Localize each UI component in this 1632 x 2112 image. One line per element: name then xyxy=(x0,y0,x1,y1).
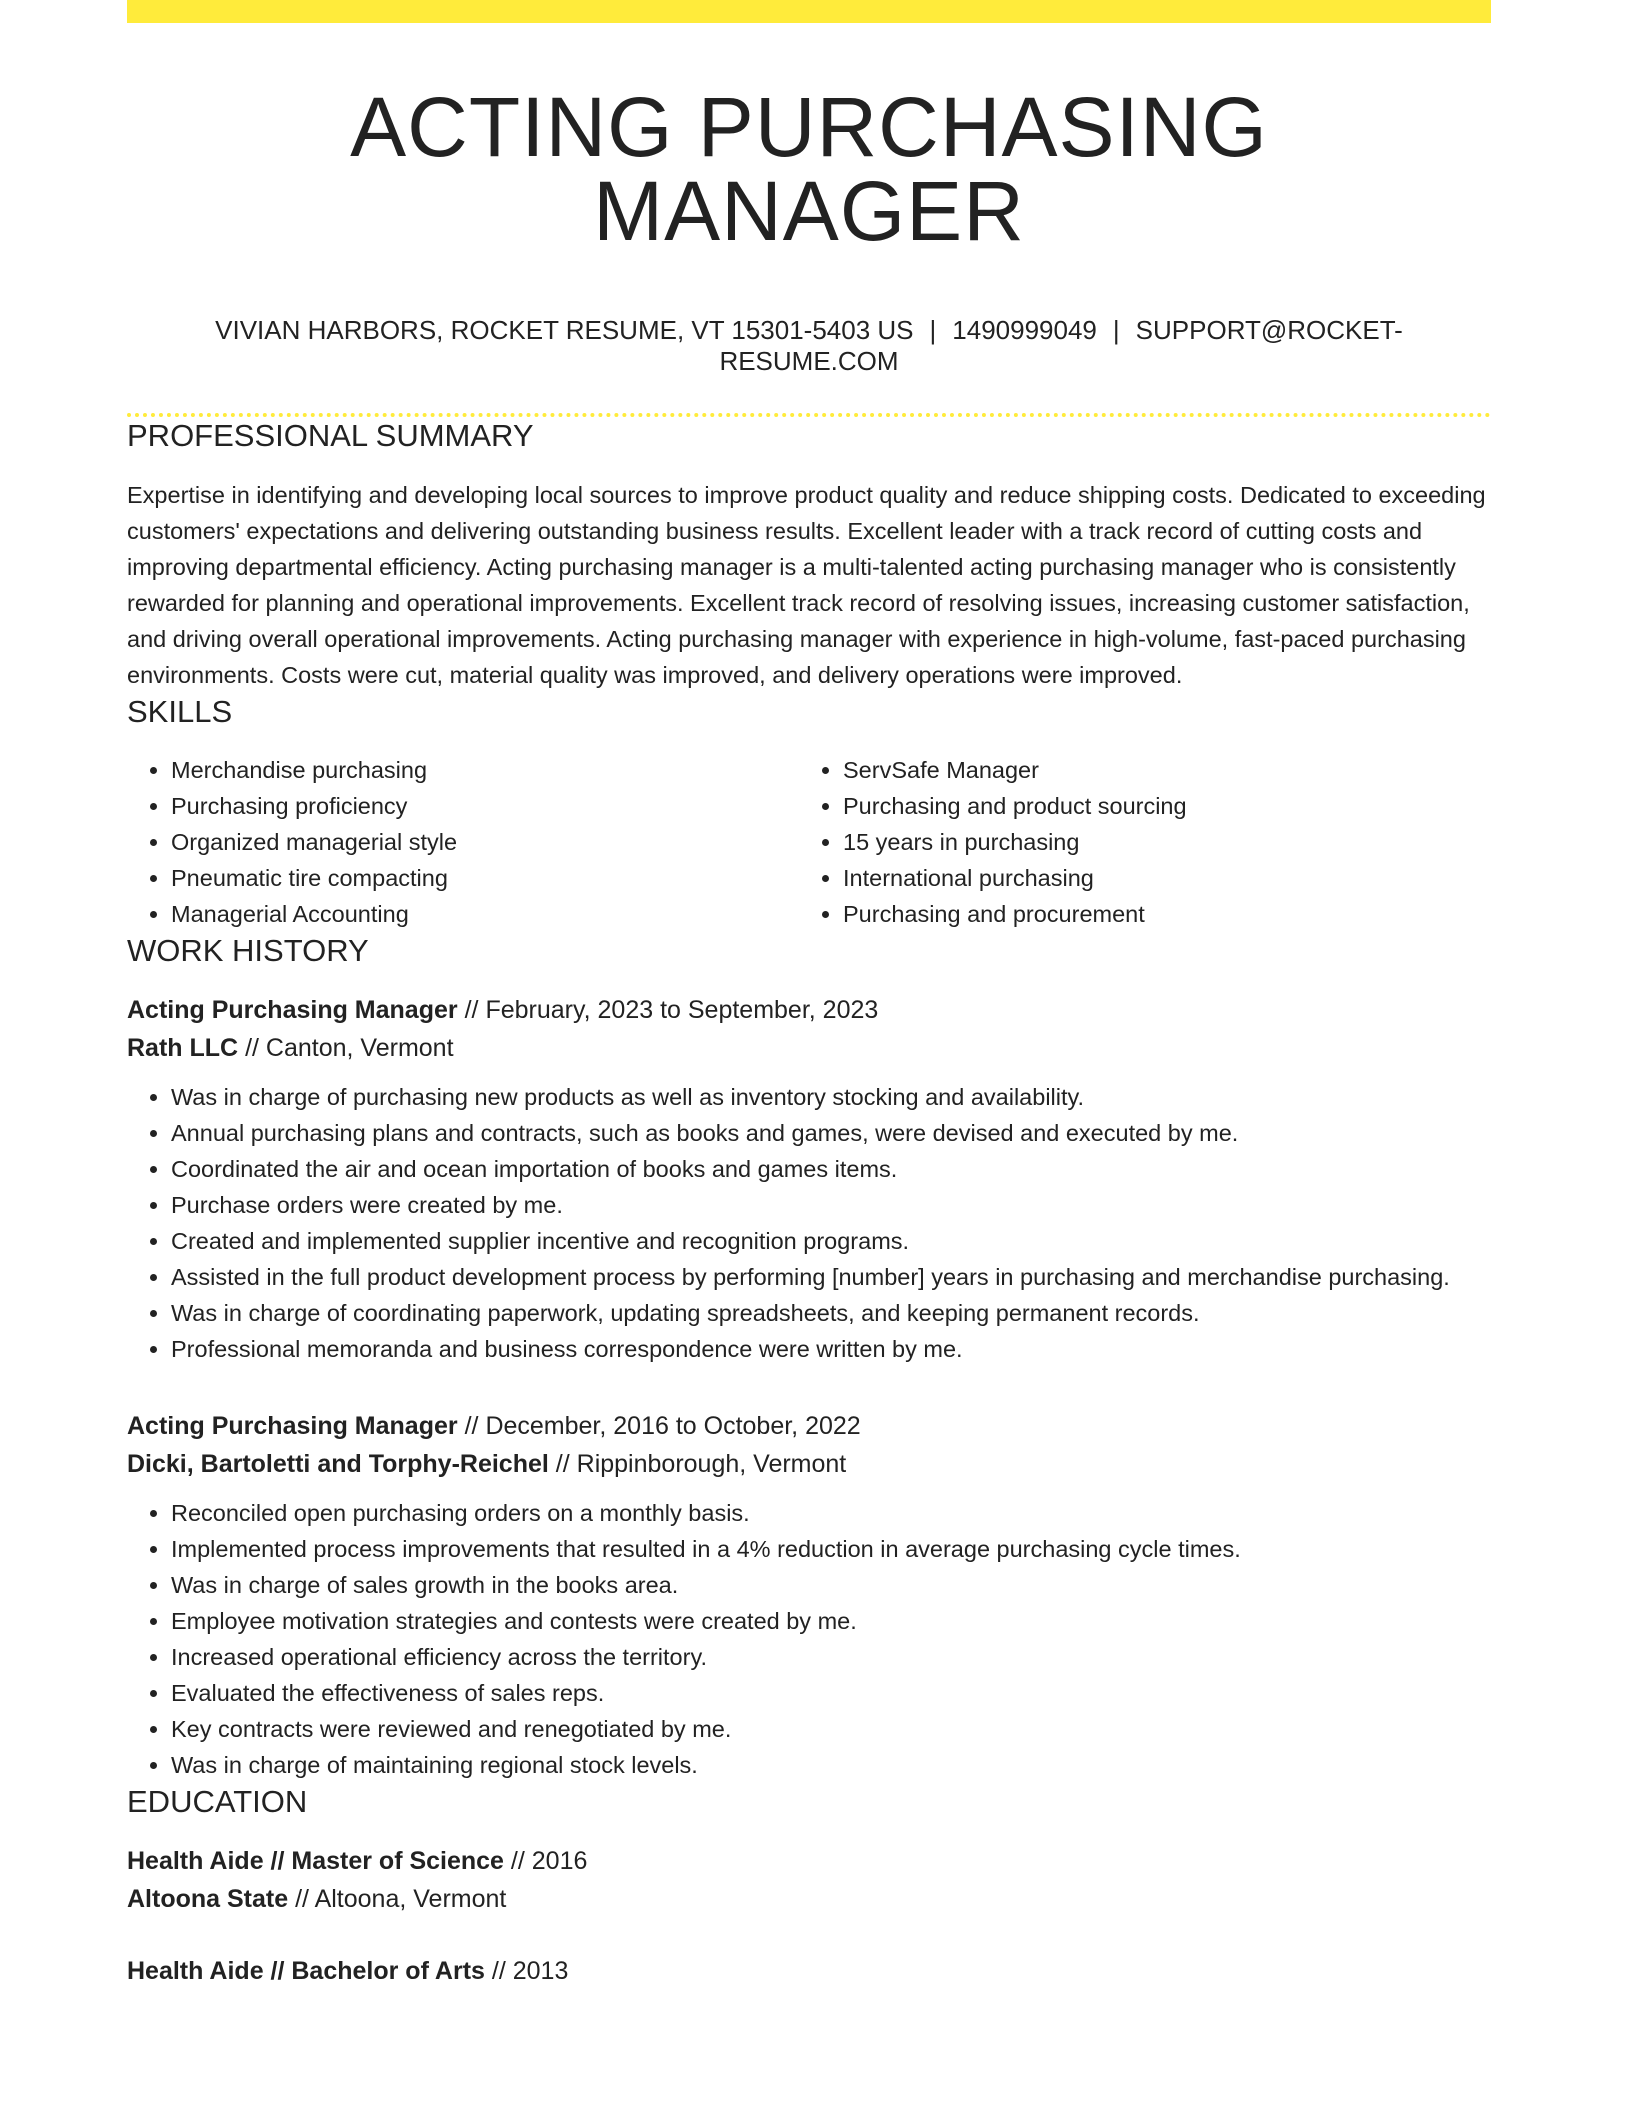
contact-email[interactable]: SUPPORT@ROCKET-RESUME.COM xyxy=(719,315,1403,377)
skills-list xyxy=(127,752,1491,932)
skill-item: • Merchandise purchasing xyxy=(171,752,799,788)
top-accent-bar xyxy=(127,0,1491,23)
job-bullet: • Reconciled open purchasing orders on a monthly basis. xyxy=(171,1495,1491,1531)
job-bullet: • Was in charge of coordinating paperwork, updating spreadsheets, and keeping permanent records. xyxy=(171,1295,1491,1331)
job-divider: // xyxy=(245,1033,259,1062)
job-bullet: • Implemented process improvements that resulted in a 4% reduction in average purchasing cycle times. xyxy=(171,1531,1491,1567)
summary-heading: PROFESSIONAL SUMMARY xyxy=(127,418,534,454)
job-bullet: • Coordinated the air and ocean importation of books and games items. xyxy=(171,1151,1491,1187)
education-year: 2013 xyxy=(512,1957,569,1986)
job-company: Dicki, Bartoletti and Torphy-Reichel xyxy=(127,1449,549,1478)
job-divider: // xyxy=(464,995,479,1024)
job-bullet: • Key contracts were reviewed and renegotiated by me. xyxy=(171,1711,1491,1747)
education-degree-line xyxy=(127,1842,1491,1880)
education-heading: EDUCATION xyxy=(127,1783,308,1819)
education-degree-line xyxy=(127,1952,1491,1990)
education-location: Altoona, Vermont xyxy=(314,1885,507,1914)
job-bullet: • Professional memoranda and business correspondence were written by me. xyxy=(171,1331,1491,1367)
job-bullet: • Was in charge of sales growth in the books area. xyxy=(171,1567,1491,1603)
job-bullet: • Created and implemented supplier incentive and recognition programs. xyxy=(171,1223,1491,1259)
job-dates: February, 2023 to September, 2023 xyxy=(485,995,879,1024)
job-company: Rath LLC xyxy=(127,1033,239,1062)
skill-item: • Organized managerial style xyxy=(171,824,799,860)
job-company-line xyxy=(127,1029,1491,1067)
education-school: Altoona State xyxy=(127,1885,289,1914)
contact-separator: | xyxy=(1112,315,1120,345)
education-degree: Health Aide // Master of Science xyxy=(127,1847,504,1876)
job-bullet: • Employee motivation strategies and contests were created by me. xyxy=(171,1603,1491,1639)
job-title-line xyxy=(127,991,1491,1029)
job-bullet: • Annual purchasing plans and contracts, such as books and games, were devised and executed by me. xyxy=(171,1115,1491,1151)
education-year: 2016 xyxy=(531,1847,588,1876)
skills-column-left xyxy=(127,752,799,932)
skill-item: • Purchasing and product sourcing xyxy=(843,788,1471,824)
skill-item: • 15 years in purchasing xyxy=(843,824,1471,860)
job-bullet: • Purchase orders were created by me. xyxy=(171,1187,1491,1223)
job-bullet: • Was in charge of maintaining regional stock levels. xyxy=(171,1747,1491,1783)
job-bullet: • Was in charge of purchasing new products as well as inventory stocking and availability. xyxy=(171,1079,1491,1115)
skills-column-right xyxy=(799,752,1471,932)
contact-separator: | xyxy=(929,315,937,345)
skill-item: • International purchasing xyxy=(843,860,1471,896)
job-role: Acting Purchasing Manager xyxy=(127,1411,458,1440)
job-entry xyxy=(127,1407,1491,1783)
contact-line xyxy=(127,315,1491,377)
job-company-line xyxy=(127,1445,1491,1483)
job-location: Rippinborough, Vermont xyxy=(576,1449,847,1478)
skill-item: • ServSafe Manager xyxy=(843,752,1471,788)
resume-name: ACTING PURCHASING MANAGER xyxy=(350,80,1268,258)
education-degree: Health Aide // Bachelor of Arts xyxy=(127,1957,485,1986)
summary-text: Expertise in identifying and developing local sources to improve product quality and reduce shipping costs. Dedicated to exceeding customers' expectations and delivering outstanding business results. Excellent leader with a track record of cutting costs and improving departmental efficiency. Acting purchasing manager is a multi-talented acting purchasing manager who is consistently rewarded for planning and operational improvements. Excellent track record of resolving issues, increasing customer satisfaction, and driving overall operational improvements. Acting purchasing manager with experience in high-volume, fast-paced purchasing environments. Costs were cut, material quality was improved, and delivery operations were improved. xyxy=(127,481,1486,688)
resume-page xyxy=(127,0,1491,1990)
education-divider: // xyxy=(491,1957,506,1986)
job-divider: // xyxy=(464,1411,479,1440)
job-bullet: • Evaluated the effectiveness of sales reps. xyxy=(171,1675,1491,1711)
education-school-line xyxy=(127,1880,1491,1918)
skill-item: • Purchasing proficiency xyxy=(171,788,799,824)
job-bullets xyxy=(127,1495,1491,1783)
skill-item: • Managerial Accounting xyxy=(171,896,799,932)
contact-address: VIVIAN HARBORS, ROCKET RESUME, VT 15301-5403 US xyxy=(215,315,914,345)
education-entry xyxy=(127,1842,1491,1918)
contact-phone: 1490999049 xyxy=(952,315,1097,345)
work-history-heading: WORK HISTORY xyxy=(127,932,369,968)
education-entry xyxy=(127,1952,1491,1990)
job-location: Canton, Vermont xyxy=(265,1033,454,1062)
job-bullet: • Increased operational efficiency across the territory. xyxy=(171,1639,1491,1675)
job-dates: December, 2016 to October, 2022 xyxy=(485,1411,861,1440)
job-entry xyxy=(127,991,1491,1367)
education-divider: // xyxy=(510,1847,525,1876)
job-bullets xyxy=(127,1079,1491,1367)
skill-item: • Purchasing and procurement xyxy=(843,896,1471,932)
education-divider: // xyxy=(295,1885,309,1914)
job-role: Acting Purchasing Manager xyxy=(127,995,458,1024)
job-title-line xyxy=(127,1407,1491,1445)
skill-item: • Pneumatic tire compacting xyxy=(171,860,799,896)
job-divider: // xyxy=(555,1449,570,1478)
skills-heading: SKILLS xyxy=(127,693,233,729)
job-bullet: • Assisted in the full product development process by performing [number] years in purchasing and merchandise purchasing. xyxy=(171,1259,1491,1295)
